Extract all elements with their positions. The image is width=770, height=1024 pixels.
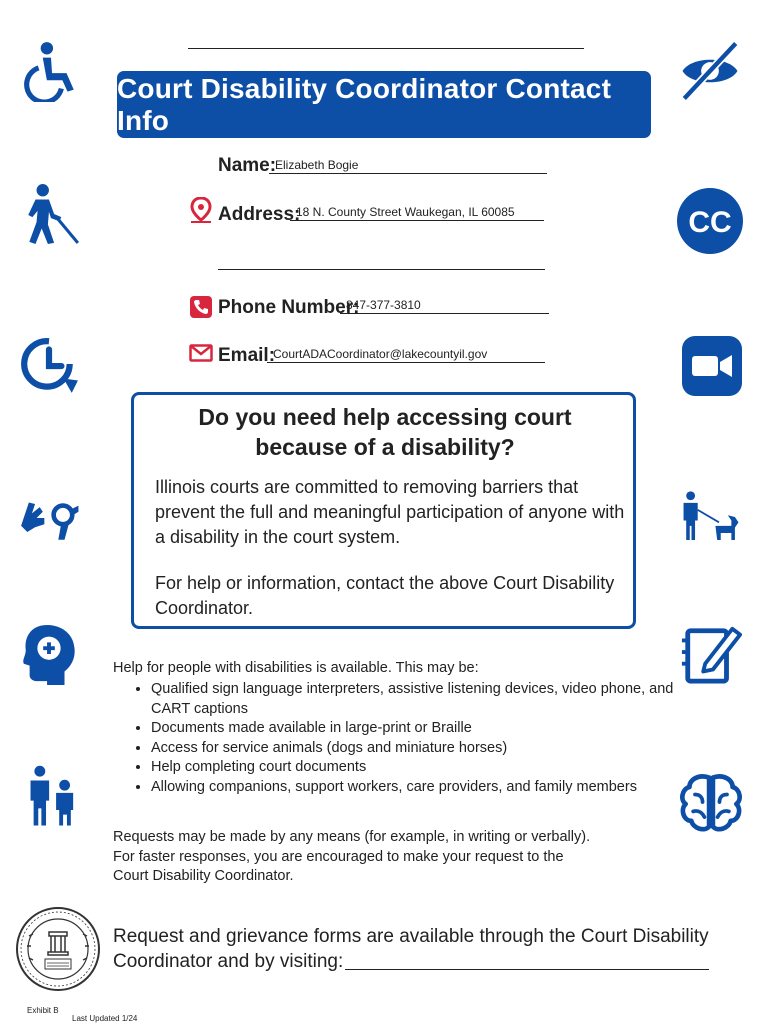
- page-title: Court Disability Coordinator Contact Info: [117, 72, 612, 136]
- video-camera-icon: [682, 336, 742, 396]
- top-blank-line: [188, 48, 584, 49]
- list-item: • Documents made available in large-print or Braille: [151, 719, 711, 739]
- forms-line-2: [113, 949, 723, 974]
- location-pin-icon: [190, 197, 212, 223]
- last-updated-label: Last Updated 1/24: [72, 1014, 138, 1023]
- service-dog-icon: [680, 486, 742, 548]
- page-title-banner: [117, 71, 651, 138]
- name-label: Name:: [218, 155, 277, 176]
- callout-heading-line2: because of a disability?: [255, 434, 515, 460]
- head-plus-icon: [18, 623, 80, 685]
- phone-field[interactable]: 847-377-3810: [340, 298, 549, 314]
- help-intro: Help for people with disabilities is available. This may be:: [113, 660, 479, 676]
- website-blank-line[interactable]: [345, 969, 709, 970]
- supreme-court-seal: [15, 906, 101, 992]
- address-label: Address:: [218, 204, 301, 225]
- help-list: [133, 680, 711, 797]
- eye-slash-icon: [679, 40, 741, 102]
- phone-label: Phone Number:: [218, 297, 360, 318]
- envelope-icon: [189, 344, 213, 362]
- callout-heading-line1: Do you need help accessing court: [198, 404, 572, 430]
- address-field[interactable]: 18 N. County Street Waukegan, IL 60085: [290, 205, 544, 221]
- wheelchair-icon: [20, 40, 82, 102]
- forms-line-1: Request and grievance forms are available through the Court Disability: [113, 926, 709, 947]
- list-item: • Allowing companions, support workers, care providers, and family members: [151, 778, 711, 798]
- closed-captions-icon: [676, 187, 744, 255]
- callout-paragraph-2: For help or information, contact the above Court Disability Coordinator.: [155, 573, 615, 618]
- people-icon: [22, 765, 84, 827]
- requests-line-3: Court Disability Coordinator.: [113, 868, 294, 884]
- forms-availability-text: [113, 924, 723, 974]
- callout-heading: [150, 402, 620, 462]
- svg-text:CC: CC: [688, 206, 732, 239]
- list-item: • Help completing court documents: [151, 758, 711, 778]
- name-field[interactable]: Elizabeth Bogie: [269, 158, 547, 174]
- requests-paragraph: [113, 828, 653, 887]
- address-second-line[interactable]: [218, 269, 545, 270]
- email-field[interactable]: CourtADACoordinator@lakecountyil.gov: [267, 347, 545, 363]
- notepad-pen-icon: [680, 623, 742, 685]
- requests-line-2: For faster responses, you are encouraged to make your request to the: [113, 848, 564, 865]
- clock-icon: [18, 333, 80, 395]
- requests-line-1: Requests may be made by any means (for example, in writing or verbally).: [113, 829, 591, 845]
- callout-paragraph-1: Illinois courts are committed to removing barriers that prevent the full and meaningful participation of anyone with a disability in the court system.: [155, 477, 625, 547]
- sign-language-icon: [18, 487, 80, 549]
- email-label: Email:: [218, 345, 276, 366]
- list-item: • Qualified sign language interpreters, assistive listening devices, video phone, and CART captions: [151, 680, 711, 719]
- list-item: • Access for service animals (dogs and miniature horses): [151, 739, 711, 759]
- exhibit-label: Exhibit B: [27, 1006, 59, 1015]
- blind-person-cane-icon: [20, 183, 82, 245]
- forms-line-2-text: Coordinator and by visiting:: [113, 951, 344, 972]
- phone-icon: [190, 296, 212, 318]
